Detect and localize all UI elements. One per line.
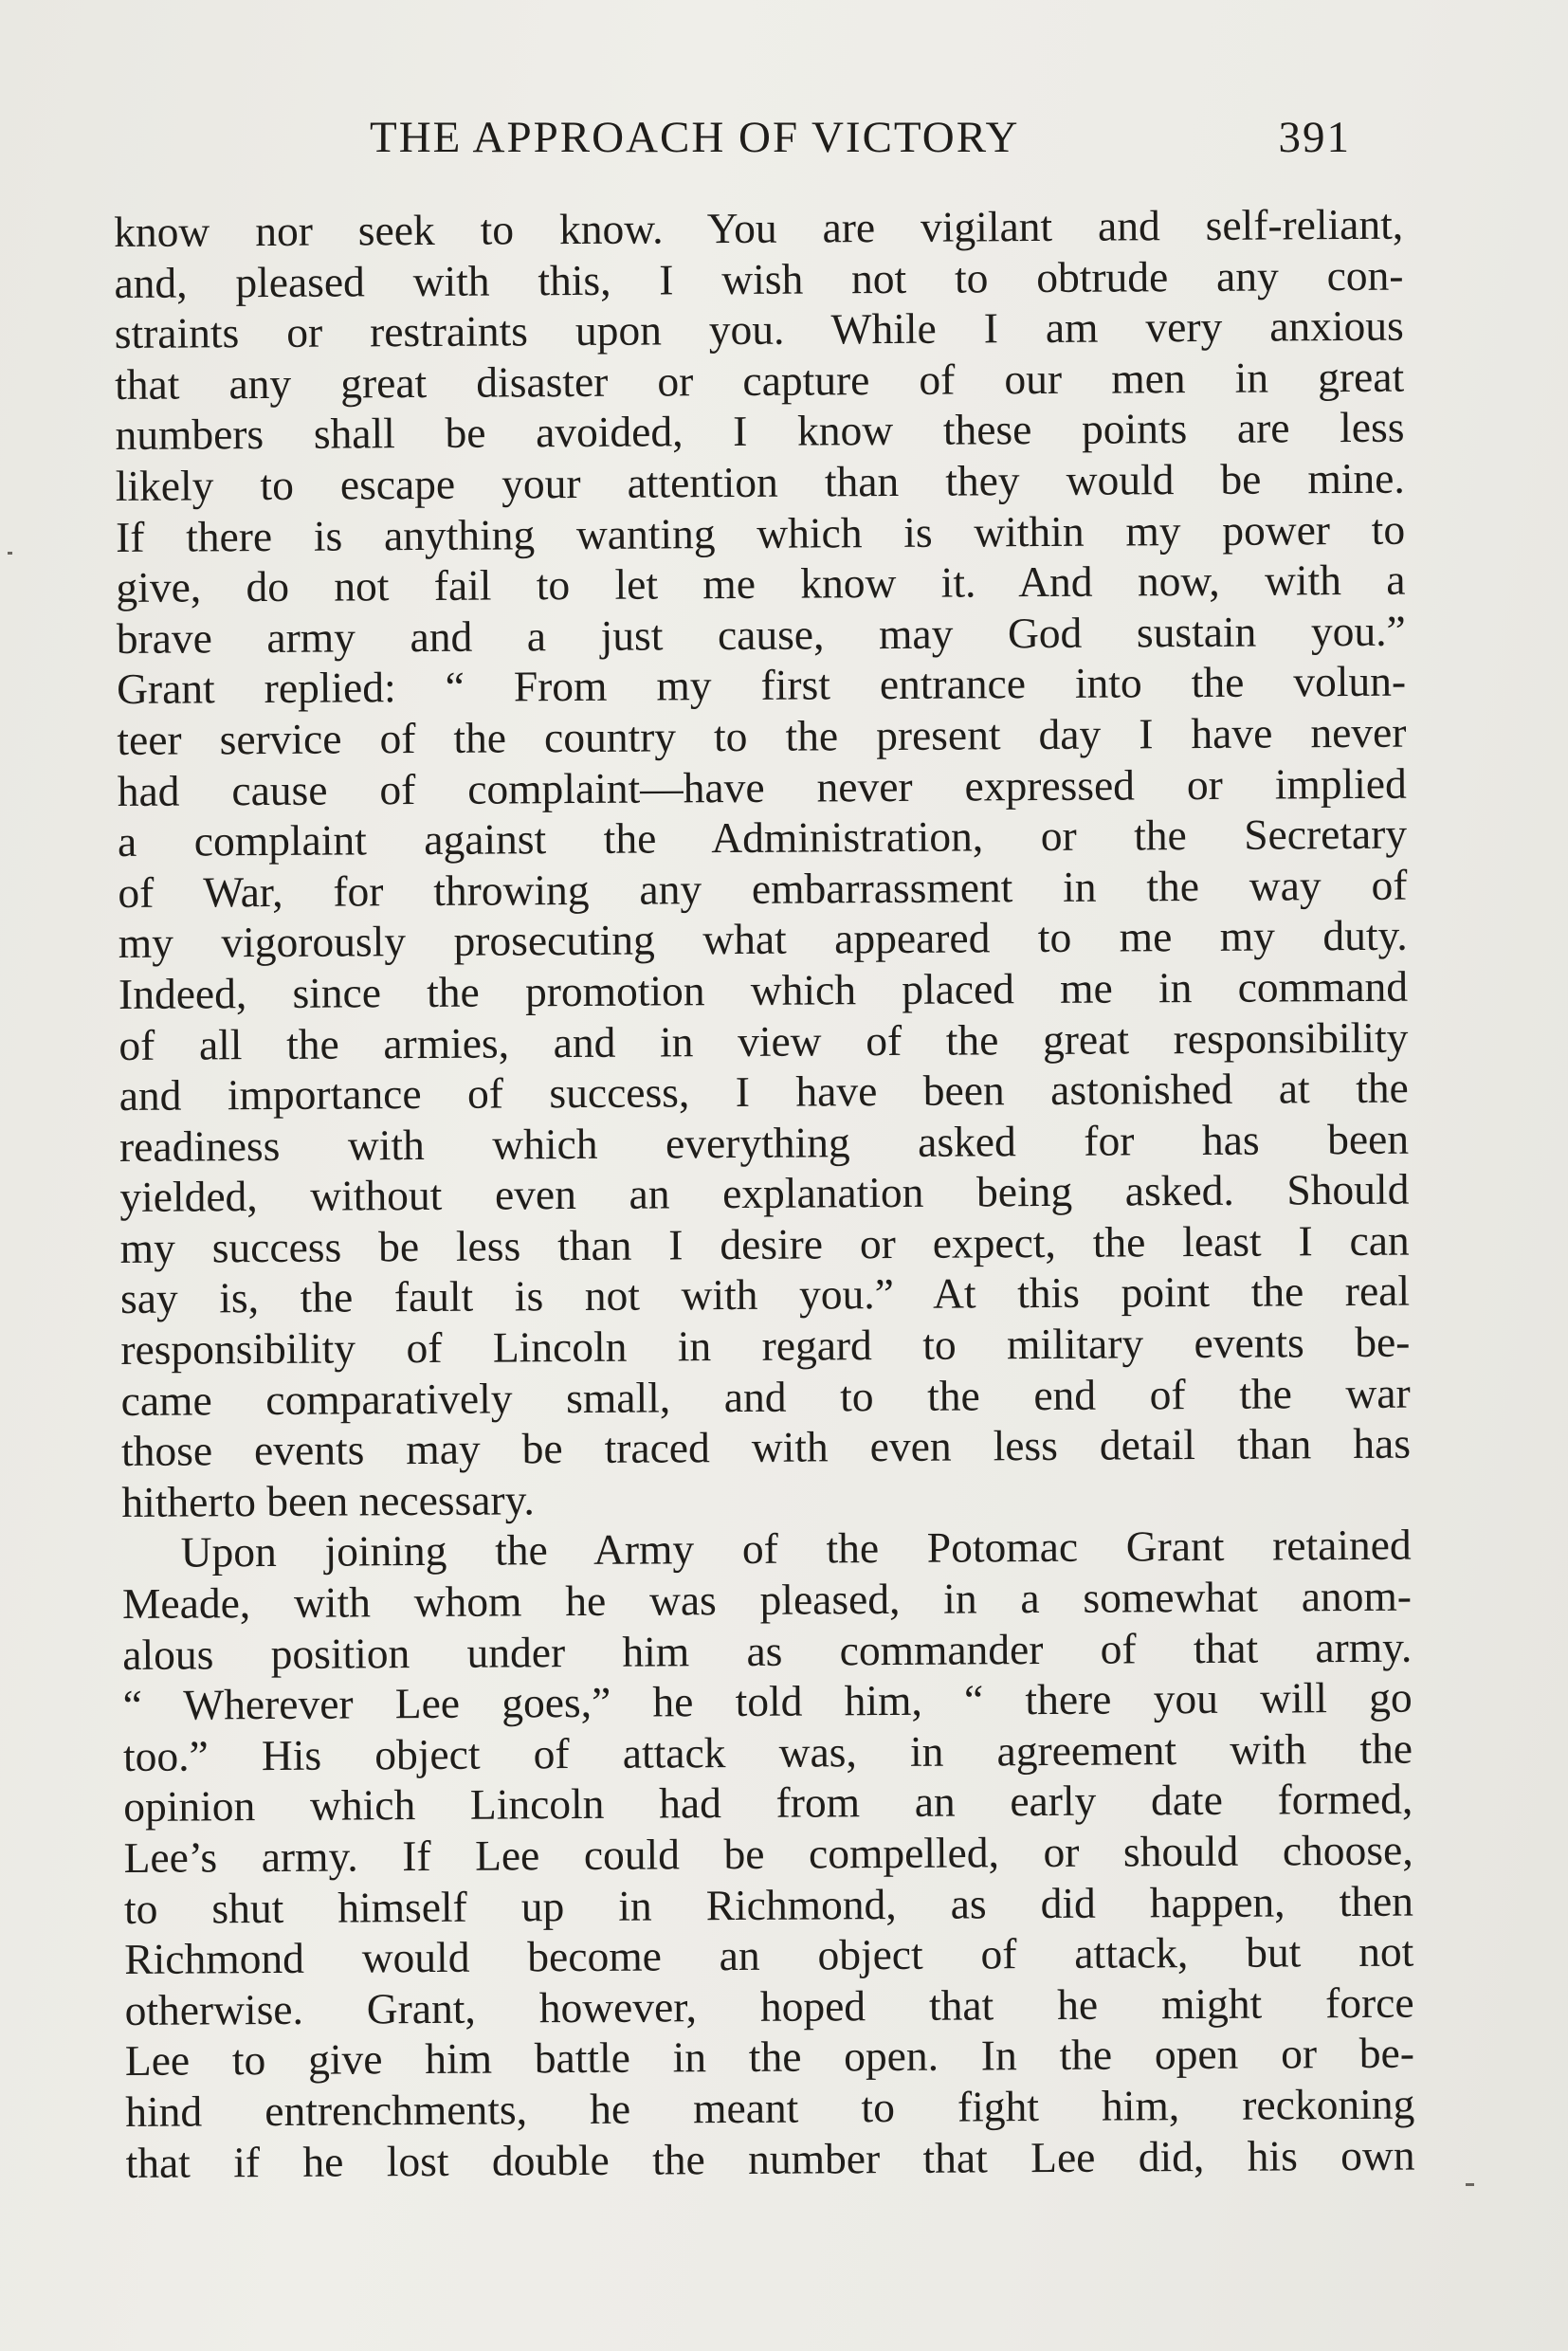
- text-line: likely to escape your attention than they would be mine.: [115, 453, 1405, 510]
- text-line: Richmond would become an object of attack, but not: [124, 1926, 1414, 1984]
- text-line: of War, for throwing any embarrassment in the way of: [118, 860, 1408, 917]
- text-line: too.” His object of attack was, in agreement with the: [122, 1723, 1413, 1780]
- page-number: 391: [1278, 113, 1351, 162]
- text-line: Lee’s army. If Lee could be compelled, or should choose,: [123, 1825, 1413, 1882]
- text-line: opinion which Lincoln had from an early date formed,: [123, 1775, 1413, 1832]
- text-line: came comparatively small, and to the end of the war: [120, 1368, 1411, 1425]
- text-line: readiness with which everything asked for has been: [119, 1114, 1410, 1171]
- margin-speck: [1466, 2183, 1474, 2186]
- text-line: teer service of the country to the present day I have never: [117, 707, 1407, 764]
- text-line: yielded, without even an explanation being asked. Should: [119, 1164, 1410, 1222]
- paragraph-end-line: hitherto been necessary.: [121, 1475, 535, 1526]
- text-line: alous position under him as commander of that army.: [122, 1622, 1413, 1679]
- text-line: Lee to give him battle in the open. In the open or be-: [124, 2029, 1415, 2086]
- text-line: give, do not fail to let me know it. And now, with a: [116, 555, 1406, 612]
- text-line: say is, the fault is not with you.” At this point the real: [119, 1267, 1411, 1323]
- text-line: those events may be traced with even less detail than has: [120, 1418, 1412, 1476]
- text-line: a complaint against the Administration, or the Secretary: [117, 809, 1408, 866]
- text-line: If there is anything wanting which is within my power to: [115, 504, 1406, 561]
- text-line: responsibility of Lincoln in regard to military events be-: [120, 1317, 1411, 1375]
- text-line: that if he lost double the number that Lee did, his own: [125, 2130, 1415, 2187]
- text-line: my vigorously prosecuting what appeared to me my duty.: [118, 910, 1408, 968]
- text-line: Grant replied: “ From my first entrance into the volun-: [116, 657, 1407, 714]
- text-line: numbers shall be avoided, I know these points are less: [115, 403, 1405, 460]
- text-line: brave army and a just cause, may God sustain you.”: [116, 606, 1406, 663]
- text-line: hind entrenchments, he meant to fight him, reckoning: [125, 2079, 1415, 2136]
- text-line: to shut himself up in Richmond, as did happen, then: [123, 1876, 1414, 1933]
- text-line: had cause of complaint—have never expressed or implied: [117, 758, 1407, 815]
- text-line: otherwise. Grant, however, hoped that he might force: [124, 1977, 1414, 2034]
- running-title: THE APPROACH OF VICTORY: [370, 113, 1020, 162]
- text-line: and, pleased with this, I wish not to obtrude any con-: [114, 250, 1404, 307]
- text-line: and importance of success, I have been astonished at the: [119, 1063, 1409, 1121]
- text-line: Indeed, since the promotion which placed me in command: [118, 961, 1409, 1018]
- text-line: “ Wherever Lee goes,” he told him, “ there you will go: [122, 1672, 1413, 1730]
- running-head: [370, 112, 1351, 169]
- margin-speck: [8, 552, 12, 555]
- text-line: straints or restraints upon you. While I am very anxious: [114, 301, 1404, 358]
- text-line: my success be less than I desire or expect, the least I can: [119, 1215, 1410, 1272]
- paragraph-start-line: Upon joining the Army of the Potomac Grant retained: [180, 1521, 1412, 1577]
- text-line: know nor seek to know. You are vigilant and self-reliant,: [114, 199, 1404, 256]
- text-line: Meade, with whom he was pleased, in a somewhat anom-: [121, 1571, 1413, 1629]
- text-line: that any great disaster or capture of our men in great: [114, 352, 1405, 409]
- body-text: [114, 199, 1415, 2188]
- text-line: of all the armies, and in view of the great responsibility: [119, 1012, 1409, 1069]
